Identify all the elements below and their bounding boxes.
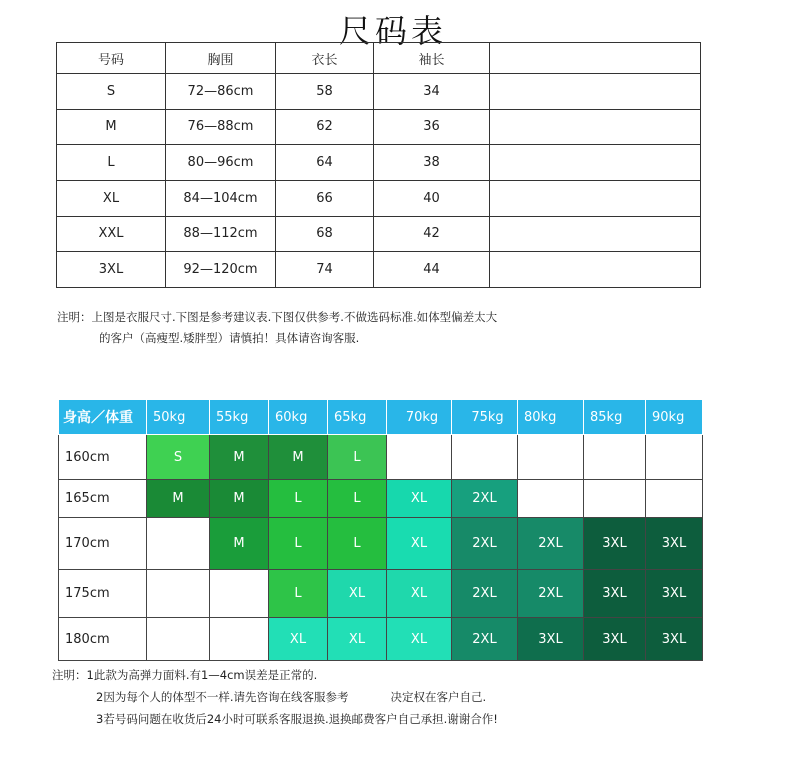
- weight-header: 70kg: [387, 400, 452, 435]
- chest-cell: 76—88cm: [166, 109, 276, 145]
- sleeve-cell: 36: [374, 109, 490, 145]
- blank-cell: [490, 109, 701, 145]
- size-recommendation-cell: M: [210, 480, 269, 518]
- length-cell: 64: [276, 145, 374, 181]
- header-cell: 衣长: [276, 43, 374, 74]
- chart-corner-label: 身高／体重: [59, 400, 147, 435]
- chart-row: [59, 480, 703, 518]
- chest-cell: 84—104cm: [166, 180, 276, 216]
- height-label: 180cm: [59, 618, 147, 661]
- size-recommendation-cell: L: [269, 480, 328, 518]
- blank-cell: [490, 252, 701, 288]
- size-recommendation-cell: [452, 435, 518, 480]
- chart-row: [59, 435, 703, 480]
- size-recommendation-cell: XL: [328, 570, 387, 618]
- size-recommendation-cell: [147, 518, 210, 570]
- size-recommendation-cell: L: [328, 480, 387, 518]
- length-cell: 62: [276, 109, 374, 145]
- size-recommendation-cell: XL: [387, 480, 452, 518]
- size-recommendation-cell: L: [269, 518, 328, 570]
- size-recommendation-cell: 2XL: [452, 480, 518, 518]
- chart-note: [52, 664, 498, 730]
- blank-cell: [490, 180, 701, 216]
- weight-header: 50kg: [147, 400, 210, 435]
- height-label: 160cm: [59, 435, 147, 480]
- header-cell: 胸围: [166, 43, 276, 74]
- table-row: [57, 74, 701, 110]
- size-recommendation-cell: 2XL: [452, 618, 518, 661]
- size-recommendation-cell: 3XL: [646, 570, 703, 618]
- size-cell: S: [57, 74, 166, 110]
- chest-cell: 80—96cm: [166, 145, 276, 181]
- chart-header-row: [59, 400, 703, 435]
- size-recommendation-cell: 2XL: [452, 570, 518, 618]
- note-line: 的客户（高瘦型.矮胖型）请慎拍！具体请咨询客服.: [99, 331, 360, 345]
- table-row: [57, 216, 701, 252]
- size-cell: M: [57, 109, 166, 145]
- size-recommendation-cell: 3XL: [518, 618, 584, 661]
- length-cell: 58: [276, 74, 374, 110]
- size-recommendation-cell: [584, 480, 646, 518]
- height-label: 165cm: [59, 480, 147, 518]
- blank-cell: [490, 216, 701, 252]
- size-recommendation-cell: XL: [387, 518, 452, 570]
- note-text: 2因为每个人的体型不一样.请先咨询在线客服参考: [96, 690, 349, 704]
- chest-cell: 88—112cm: [166, 216, 276, 252]
- table-row: [57, 109, 701, 145]
- note-line: [52, 686, 498, 708]
- length-cell: 74: [276, 252, 374, 288]
- size-recommendation-cell: [387, 435, 452, 480]
- chart-row: [59, 518, 703, 570]
- weight-header: 90kg: [646, 400, 703, 435]
- chart-row: [59, 618, 703, 661]
- chest-cell: 72—86cm: [166, 74, 276, 110]
- size-recommendation-cell: L: [328, 435, 387, 480]
- size-recommendation-cell: 3XL: [646, 518, 703, 570]
- size-recommendation-cell: [147, 618, 210, 661]
- table-row: [57, 252, 701, 288]
- weight-header: 60kg: [269, 400, 328, 435]
- size-recommendation-cell: 2XL: [518, 570, 584, 618]
- length-cell: 68: [276, 216, 374, 252]
- size-recommendation-cell: 3XL: [584, 518, 646, 570]
- weight-header: 75kg: [452, 400, 518, 435]
- size-recommendation-cell: 3XL: [646, 618, 703, 661]
- height-label: 170cm: [59, 518, 147, 570]
- size-recommendation-cell: 2XL: [452, 518, 518, 570]
- size-recommendation-cell: M: [210, 518, 269, 570]
- size-recommendation-cell: 2XL: [518, 518, 584, 570]
- sleeve-cell: 44: [374, 252, 490, 288]
- size-recommendation-cell: XL: [387, 618, 452, 661]
- size-recommendation-cell: [210, 570, 269, 618]
- size-recommendation-cell: [147, 570, 210, 618]
- size-recommendation-cell: 3XL: [584, 618, 646, 661]
- size-recommendation-cell: [646, 435, 703, 480]
- sleeve-cell: 38: [374, 145, 490, 181]
- blank-cell: [490, 74, 701, 110]
- length-cell: 66: [276, 180, 374, 216]
- size-cell: XXL: [57, 216, 166, 252]
- size-recommendation-cell: XL: [269, 618, 328, 661]
- size-recommendation-cell: M: [210, 435, 269, 480]
- size-recommendation-cell: L: [269, 570, 328, 618]
- size-recommendation-cell: [518, 435, 584, 480]
- size-recommendation-cell: [210, 618, 269, 661]
- sleeve-cell: 34: [374, 74, 490, 110]
- note-text: 决定权在客户自己.: [390, 690, 487, 704]
- size-cell: 3XL: [57, 252, 166, 288]
- size-recommendation-cell: [518, 480, 584, 518]
- size-recommendation-cell: [646, 480, 703, 518]
- size-table: [56, 42, 701, 288]
- weight-header: 80kg: [518, 400, 584, 435]
- header-cell: [490, 43, 701, 74]
- sleeve-cell: 42: [374, 216, 490, 252]
- chest-cell: 92—120cm: [166, 252, 276, 288]
- note-line: 3若号码问题在收货后24小时可联系客服退换.退换邮费客户自己承担.谢谢合作!: [96, 712, 498, 726]
- size-recommendation-cell: M: [147, 480, 210, 518]
- size-cell: XL: [57, 180, 166, 216]
- blank-cell: [490, 145, 701, 181]
- size-recommendation-chart: [58, 399, 703, 661]
- size-cell: L: [57, 145, 166, 181]
- note-line: 注明：1此款为高弹力面料.有1—4cm误差是正常的.: [52, 668, 318, 682]
- size-recommendation-cell: XL: [328, 618, 387, 661]
- chart-row: [59, 570, 703, 618]
- size-recommendation-cell: M: [269, 435, 328, 480]
- header-cell: 袖长: [374, 43, 490, 74]
- page-title: 尺码表: [338, 12, 447, 50]
- weight-header: 65kg: [328, 400, 387, 435]
- size-note: [57, 307, 497, 349]
- sleeve-cell: 40: [374, 180, 490, 216]
- table-row: [57, 145, 701, 181]
- weight-header: 85kg: [584, 400, 646, 435]
- size-recommendation-cell: XL: [387, 570, 452, 618]
- height-label: 175cm: [59, 570, 147, 618]
- size-recommendation-cell: S: [147, 435, 210, 480]
- size-table-header: [57, 43, 701, 74]
- table-row: [57, 180, 701, 216]
- weight-header: 55kg: [210, 400, 269, 435]
- size-recommendation-cell: 3XL: [584, 570, 646, 618]
- note-line: 注明：上图是衣服尺寸.下图是参考建议表.下图仅供参考.不做选码标准.如体型偏差太大: [57, 310, 498, 324]
- size-recommendation-cell: L: [328, 518, 387, 570]
- size-recommendation-cell: [584, 435, 646, 480]
- header-cell: 号码: [57, 43, 166, 74]
